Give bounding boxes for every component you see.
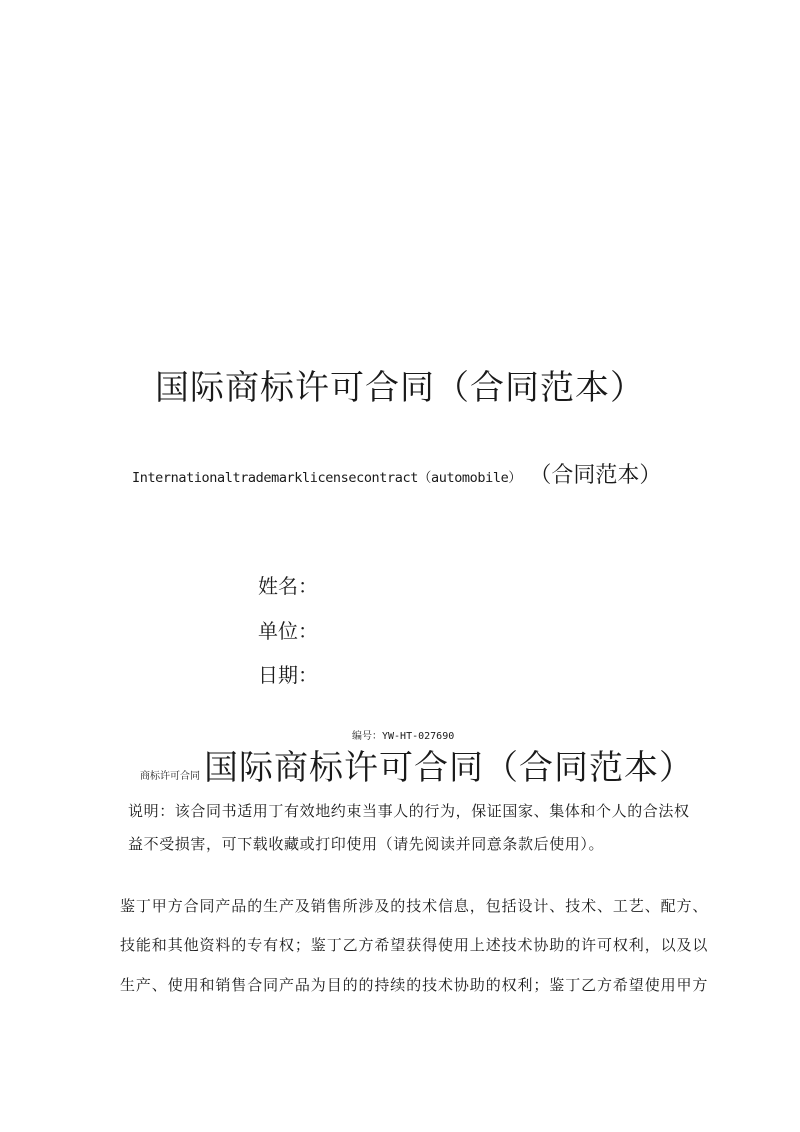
name-field-label: 姓名：	[258, 574, 318, 598]
english-subtitle: Internationaltrademarklicensecontract（automobile）	[132, 470, 522, 486]
note-line: 益不受损害，可下载收藏或打印使用（请先阅读并同意条款后使用）。	[128, 835, 605, 853]
document-header	[140, 740, 694, 789]
subtitle-suffix: （合同范本）	[529, 463, 662, 488]
cover-title: 国际商标许可合同（合同范本）	[155, 368, 645, 408]
document-number: 编号：YW-HT-027690	[352, 731, 455, 742]
date-field-label: 日期：	[258, 663, 318, 687]
body-paragraph-line: 技能和其他资料的专有权；鉴丁乙方希望获得使用上述技术协助的许可权利，以及以	[120, 936, 709, 954]
body-paragraph-line: 生产、使用和销售合同产品为目的的持续的技术协助的权利；鉴丁乙方希望使用甲方	[120, 976, 709, 994]
header-title: 国际商标许可合同（合同范本）	[204, 748, 694, 788]
note-line: 说明：该合同书适用丁有效地约束当事人的行为，保证国家、集体和个人的合法权	[128, 802, 690, 820]
header-label: 商标许可合同	[140, 771, 200, 782]
english-subtitle-line	[132, 458, 661, 489]
unit-field-label: 单位：	[258, 619, 318, 643]
body-paragraph-line: 鉴丁甲方合同产品的生产及销售所涉及的技术信息，包括设计、技术、工艺、配方、	[120, 897, 709, 915]
